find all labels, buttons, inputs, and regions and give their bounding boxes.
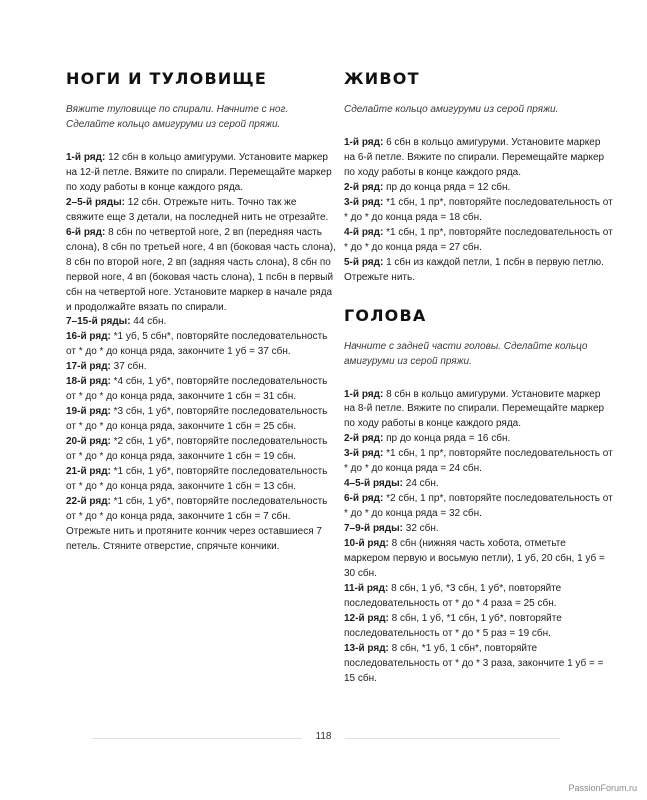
row-label: 1-й ряд:: [66, 152, 106, 163]
pattern-row: [344, 136, 614, 181]
watermark: PassionForum.ru: [568, 783, 637, 793]
row-label: 6-й ряд:: [344, 493, 384, 505]
section-title-belly: ЖИВОТ: [344, 69, 420, 88]
section-intro: Начните с задней части головы. Сделайте кольцо амигуруми из серой пряжи.: [344, 340, 588, 367]
row-text: *1 сбн, 1 уб*, повторяйте последовательность от * до * до конца ряда, закончите 1 сбн = 13 сбн.: [66, 466, 328, 492]
pattern-row: [66, 495, 336, 555]
pattern-row: [66, 375, 336, 405]
pattern-row: [66, 151, 336, 196]
pattern-row: [344, 388, 614, 433]
pattern-row: [344, 582, 614, 612]
row-text: 44 сбн.: [130, 316, 167, 328]
pattern-row: [344, 537, 614, 582]
row-text: *1 сбн, 1 пр*, повторяйте последовательность от * до * до конца ряда = 18 сбн.: [344, 196, 613, 223]
row-label: 2-й ряд:: [344, 433, 384, 445]
pattern-row: [344, 477, 614, 492]
footer-divider-right: [345, 738, 560, 739]
row-text: 8 сбн по четвертой ноге, 2 вп (передняя часть слона), 8 сбн по третьей ноге, 4 вп (боковая часть слона), 8 сбн по второй ноге, 2 вп (задняя часть слона), 8 сбн по первой ноге, 4 вп (боковая часть слона), 1 псбн в первый сбн на четвертой ноге. Установите маркер в начале ряда и продолжайте вязать по спирали.: [66, 226, 336, 313]
row-text: 12 сбн в кольцо амигуруми. Установите маркер на 12-й петле. Вяжите по спирали. Перемещайте маркер по ходу работы в конце каждого ряда.: [66, 152, 332, 193]
pattern-row: [344, 196, 614, 226]
pattern-row: [66, 330, 336, 360]
row-text: пр до конца ряда = 16 сбн.: [383, 433, 511, 445]
row-label: 7–9-й ряды:: [344, 523, 403, 535]
row-label: 13-й ряд:: [344, 642, 389, 654]
row-label: 7–15-й ряды:: [66, 316, 131, 328]
row-text: пр до конца ряда = 12 сбн.: [383, 181, 511, 193]
right-column: [344, 68, 614, 687]
footer-divider-left: [92, 738, 302, 739]
row-text: *4 сбн, 1 уб*, повторяйте последовательность от * до * до конца ряда, закончите 1 сбн = 31 сбн.: [66, 376, 328, 403]
pattern-row: [344, 492, 614, 522]
row-text: 8 сбн, 1 уб, *3 сбн, 1 уб*, повторяйте последовательность от * до * 4 раза = 25 сбн.: [344, 582, 562, 609]
pattern-row: [344, 522, 614, 537]
row-label: 18-й ряд:: [66, 376, 111, 388]
pattern-row: [66, 196, 336, 226]
row-label: 1-й ряд:: [344, 388, 384, 400]
pattern-row: [66, 435, 336, 465]
row-label: 19-й ряд:: [66, 406, 111, 418]
page-number: 118: [315, 731, 332, 742]
row-label: 22-й ряд:: [66, 495, 111, 507]
row-text: 8 сбн, 1 уб, *1 сбн, 1 уб*, повторяйте последовательность от * до * 5 раз = 19 сбн.: [344, 612, 562, 639]
row-text: 6 сбн в кольцо амигуруми. Установите маркер на 6-й петле. Вяжите по спирали. Перемещайте маркер по ходу работы в конце каждого ряда.: [344, 137, 605, 178]
row-text: *1 сбн, 1 пр*, повторяйте последовательность от * до * до конца ряда = 27 сбн.: [344, 226, 613, 253]
row-text: *2 сбн, 1 уб*, повторяйте последовательность от * до * до конца ряда, закончите 1 сбн = 19 сбн.: [66, 436, 328, 463]
pattern-row: [66, 226, 336, 316]
row-label: 5-й ряд:: [344, 256, 384, 268]
row-label: 3-й ряд:: [344, 448, 384, 460]
pattern-row: [66, 360, 336, 375]
pattern-row: [344, 256, 614, 286]
row-list: [344, 388, 614, 687]
row-text: 8 сбн, *1 уб, 1 сбн*, повторяйте последовательность от * до * 3 раза, закончите 1 уб = = 15 сбн.: [344, 642, 604, 684]
row-text: 8 сбн (нижняя часть хобота, отметьте маркером первую и восьмую петли), 1 уб, 20 сбн, 1 уб = 30 сбн.: [344, 538, 605, 579]
row-label: 2-й ряд:: [344, 181, 384, 193]
row-label: 11-й ряд:: [344, 582, 389, 594]
row-text: *1 сбн, 1 пр*, повторяйте последовательность от * до * до конца ряда = 24 сбн.: [344, 448, 613, 475]
row-label: 21-й ряд:: [66, 466, 111, 478]
row-text: 32 сбн.: [402, 523, 439, 535]
row-label: 6-й ряд:: [66, 226, 106, 238]
row-label: 4–5-й ряды:: [344, 478, 403, 490]
row-text: 37 сбн.: [110, 361, 147, 373]
pattern-row: [344, 642, 614, 687]
row-list: [344, 136, 614, 286]
pattern-row: [66, 405, 336, 435]
section-intro: Сделайте кольцо амигуруми из серой пряжи.: [344, 104, 559, 115]
pattern-row: [66, 465, 336, 495]
row-text: 24 сбн.: [402, 478, 439, 490]
row-label: 2–5-й ряды:: [66, 196, 125, 208]
pattern-row: [344, 432, 614, 447]
row-list: [66, 151, 336, 555]
row-label: 20-й ряд:: [66, 436, 111, 448]
row-label: 10-й ряд:: [344, 538, 389, 550]
left-column: [66, 68, 336, 555]
section-intro: Вяжите туловище по спирали. Начните с ног. Сделайте кольцо амигуруми из серой пряжи.: [66, 104, 289, 130]
pattern-row: [344, 447, 614, 477]
row-text: 8 сбн в кольцо амигуруми. Установите маркер на 8-й петле. Вяжите по спирали. Перемещайте маркер по ходу работы в конце каждого ряда.: [344, 388, 605, 430]
row-label: 17-й ряд:: [66, 361, 111, 373]
row-label: 16-й ряд:: [66, 331, 111, 343]
pattern-row: [344, 226, 614, 256]
pattern-row: [344, 181, 614, 196]
row-label: 1-й ряд:: [344, 137, 384, 148]
pattern-row: [344, 612, 614, 642]
section-title-legs-body: НОГИ И ТУЛОВИЩЕ: [66, 69, 267, 88]
row-text: *1 сбн, 1 уб*, повторяйте последовательность от * до * до конца ряда, закончите 1 сбн = 7 сбн. Отрежьте нить и протяните кончик через оставшиеся 7 петель. Стяните отверстие, спрячьте кончики.: [66, 495, 328, 552]
row-text: 12 сбн. Отрежьте нить. Точно так же свяжите еще 3 детали, на последней нить не отрезайте.: [66, 196, 329, 223]
row-text: 1 сбн из каждой петли, 1 псбн в первую петлю. Отрежьте нить.: [344, 256, 604, 283]
row-text: *3 сбн, 1 уб*, повторяйте последовательность от * до * до конца ряда, закончите 1 сбн = 25 сбн.: [66, 406, 328, 433]
row-label: 4-й ряд:: [344, 226, 384, 238]
section-title-head: ГОЛОВА: [344, 305, 427, 325]
row-label: 3-й ряд:: [344, 196, 384, 208]
row-text: *2 сбн, 1 пр*, повторяйте последовательность от * до * до конца ряда = 32 сбн.: [344, 493, 613, 520]
row-text: *1 уб, 5 сбн*, повторяйте последовательность от * до * до конца ряда, закончите 1 уб = 37 сбн.: [66, 331, 328, 358]
row-label: 12-й ряд:: [344, 612, 389, 624]
pattern-row: [66, 315, 336, 330]
